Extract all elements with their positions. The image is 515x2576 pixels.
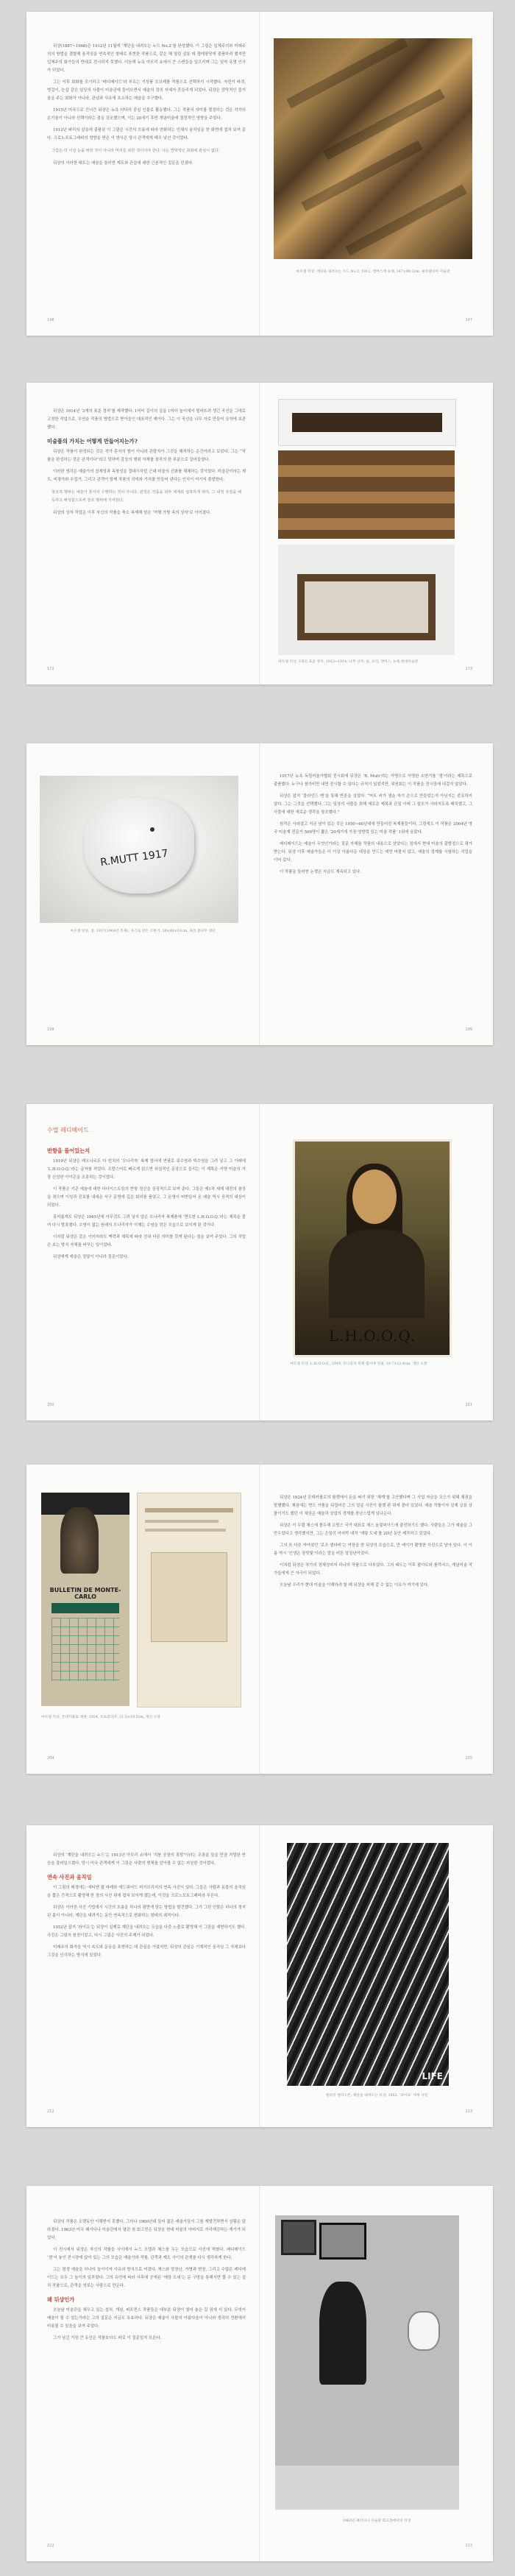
- figure-caption: 마르셀 뒤샹, 몬테카를로 채권, 1924, 포토콜라주, 31.5×19.5cm, 개인 소장: [41, 1716, 160, 1719]
- left-page: [26, 1465, 259, 1774]
- paragraph: 뒤샹은 1914년 ‘3개의 표준 정지’를 제작했다. 1미터 길이의 실을 1미터 높이에서 떨어뜨려 생긴 곡선을 그대로 고정한 작업으로, 우연을 작품의 방법으로 받아들인 대표적인 예이다. 그는 이 곡선을 나무 자로 만들어 상자에 보관했다.: [47, 409, 246, 430]
- text-column: [47, 408, 246, 521]
- left-page: [26, 383, 259, 684]
- paragraph: 이 그림의 배경에는 에티엔 쥘 마레와 에드위어드 머이브리지의 연속 사진이 있다. 그들은 사람과 동물의 움직임을 짧은 간격으로 촬영해 한 장의 사진 위에 겹쳐 보이게 했는데, 이것을 크로노포토그래피라 부른다.: [47, 1886, 246, 1898]
- left-page: [26, 1825, 259, 2127]
- right-page: [260, 383, 493, 684]
- page-number: 146: [47, 318, 54, 322]
- book-spread-4: [26, 1104, 493, 1420]
- book-spread-1: [26, 12, 493, 336]
- page-number: 222: [47, 2544, 54, 2548]
- paragraph: 미래주의 화가들 역시 속도와 운동을 표현하는 데 관심을 가졌지만, 뒤샹의 관심은 기계적인 움직임 그 자체보다 그것을 인식하는 방식에 있었다.: [47, 1945, 246, 1958]
- cover-title: BULLETIN DE MONTE-CARLO: [49, 1587, 121, 1600]
- paragraph: 1952년 잡지 ‘라이프’는 뒤샹이 실제로 계단을 내려오는 모습을 다중 노출로 촬영해 이 그림을 재현하기도 했다. 사진은 그림의 원천이었고, 다시 그림은 사진의 주제가 되었다.: [47, 1925, 246, 1938]
- paragraph: 뒤샹의 이러한 태도는 예술을 둘러싼 제도와 관습에 대한 근본적인 질문을 던졌다.: [53, 161, 193, 166]
- paragraph: 이 작품을 둘러싼 논쟁은 지금도 계속되고 있다.: [280, 870, 361, 874]
- page-number: 213: [465, 2109, 472, 2114]
- paragraph: 이러한 생각은 예술가의 천재성과 독창성을 절대시하던 근대 미술의 신화를 해체하는 것이었다. 미술관이라는 제도, 비평가와 수집가, 그리고 관객이 함께 작품의 의미와 가치를 만들어 낸다는 인식이 여기서 출발한다.: [47, 470, 246, 482]
- paragraph: 오늘날 미술관을 채우고 있는 설치, 개념, 퍼포먼스 작품들은 대부분 뒤샹이 열어 놓은 길 위에 서 있다. 무엇이 예술이 될 수 있는가라는 그의 질문은 지금도 유효하다. 뒤샹은 예술이 사물의 아름다움이 아니라 생각의 전환에서 비롯될 수 있음을 보여 주었다.: [47, 2308, 246, 2329]
- paragraph: 레디메이드는 예술이 무엇인가라는 질문 자체를 작품의 내용으로 삼았다는 점에서 현대 미술의 출발점으로 평가받는다. 뒤샹 이후 예술가들은 더 이상 아름다운 대상을 만드는 데만 머물지 않고, 예술의 경계를 시험하는 작업을 이어 갔다.: [274, 842, 472, 863]
- paragraph: 1919년 뒤샹은 레오나르도 다 빈치의 ‘모나리자’ 복제 엽서에 연필로 콧수염과 턱수염을 그려 넣고 그 아래에 ‘L.H.O.O.Q.’라는 글자를 적었다. 프랑스어로 빠르게 읽으면 외설적인 문장으로 들리는 이 제목은 서양 미술의 가장 신성한 아이콘을 조롱하는 것이었다.: [47, 1159, 246, 1180]
- section-subhead: 반항을 품어있는지: [47, 1147, 90, 1154]
- quote: 그림은 더 이상 눈을 위한 것이 아니라 머리를 위한 것이어야 한다. 나는 망막적인 회화에 관심이 없다.: [52, 149, 220, 153]
- left-page: [26, 2186, 259, 2561]
- paragraph: 뒤샹은 작품이 완성되는 것은 작가 혼자의 힘이 아니라 관람자가 그것을 해석하는 순간이라고 보았다. 그는 “작품을 완성하는 것은 관객이다”라고 말하며 감상의 행위 자체를 창작의 한 부분으로 끌어들였다.: [47, 450, 246, 462]
- section-label: 수업 레디메이드: [47, 1127, 89, 1133]
- paragraph: 뒤샹의 ‘계단을 내려오는 누드’는 1913년 아모리 쇼에서 ‘지붕 공장의 폭발’이라는 조롱을 들을 만큼 격렬한 반응을 불러일으켰다. 당시 미국 관객에게 이 그림은 사람의 형체를 알아볼 수 없는 괴상한 것이었다.: [47, 1853, 246, 1866]
- left-page: [26, 1104, 259, 1420]
- right-page: [260, 12, 493, 336]
- page-number: 201: [465, 1403, 472, 1407]
- paragraph: 그가 남긴 가장 큰 유산은 작품보다도 바로 이 질문일지 모른다.: [53, 2336, 162, 2340]
- paragraph: 흥미롭게도 뒤샹은 1965년에 아무것도 그려 넣지 않은 모나리자 복제품에 ‘면도한 L.H.O.O.Q.’라는 제목을 붙여 다시 발표했다. 수염이 없는 원래의 모나리자가 이제는 수염을 깎은 모습으로 보이게 된 것이다.: [47, 1215, 246, 1228]
- paragraph: 뒤샹의 상자 작업은 이후 자신의 작품을 축소 복제해 담은 ‘여행 가방 속의 상자’로 이어졌다.: [53, 511, 211, 515]
- artwork-image-case: [278, 545, 455, 655]
- paragraph: 그의 또 다른 자아였던 ‘로즈 셀라비’는 여장을 한 뒤샹의 모습으로, 만 레이가 촬영한 사진으로 남아 있다. 이 이름 역시 ‘인생은 장밋빛’이라는 말을 비튼 말장난이었다.: [274, 1543, 472, 1556]
- paragraph: 이처럼 뒤샹은 작가의 정체성마저 하나의 작품으로 다루었다. 그의 태도는 이후 팝아트와 플럭서스, 개념미술 작가들에게 큰 자극이 되었다.: [274, 1563, 472, 1576]
- page-number: 205: [465, 1756, 472, 1761]
- text-column: [47, 2218, 246, 2346]
- artwork-image-rulers: [278, 450, 455, 539]
- figure-caption: 1963년 패서디나 미술관 회고전에서의 뒤샹: [342, 2519, 411, 2523]
- page-number: 200: [47, 1403, 54, 1407]
- signature-mark: R.MUTT 1917: [99, 847, 169, 869]
- paragraph: 뒤샹은 잡지 ‘블라인드 맨’을 통해 반론을 실었다. “머트 씨가 샘을 자기 손으로 만들었는지 아닌지는 중요하지 않다. 그는 그것을 선택했다. 그는 일상의 사물을 취해 새로운 제목과 관점 아래 그 쓸모가 사라지도록 배치했고, 그 사물에 대한 새로운 생각을 창조했다.”: [274, 794, 472, 815]
- page-number: 199: [465, 1027, 472, 1032]
- document-image: [137, 1493, 241, 1708]
- book-spread-2: [26, 383, 493, 684]
- paragraph: 오늘날 우리가 현대 미술을 이해하려 할 때 뒤샹을 피해 갈 수 없는 이유가 여기에 있다.: [280, 1583, 429, 1588]
- section-subhead: 미술품의 가치는 어떻게 만들어지는가?: [47, 438, 138, 445]
- exhibition-photo: [275, 2215, 459, 2510]
- right-page: [260, 2186, 493, 2561]
- text-column: [274, 1494, 472, 1593]
- paragraph: 이 작품은 기존 예술에 대한 다다이스트들의 반항 정신을 상징적으로 보여 준다. 그들은 제1차 세계 대전의 참상을 겪으며 이성과 진보를 내세운 서구 문명에 깊은 회의를 품었고, 그 문명이 떠받들어 온 예술 역시 공격의 대상이 되었다.: [47, 1187, 246, 1208]
- paragraph: 1912년 파리의 살롱에 출품된 이 그림은 시간의 흐름에 따라 변화하는 인체의 움직임을 한 화면에 겹쳐 보여 준다. 크로노포토그래피의 영향을 받은 이 방식은 당시 관객에게 매우 낯선 것이었다.: [47, 128, 246, 141]
- paragraph: 뒤샹(1887~1968)은 1912년 11월에 ‘계단을 내려오는 누드 No.2’를 완성했다. 이 그림은 입체주의와 미래주의의 방법을 결합해 움직임을 연속적인 형태로 표현한 작품으로, 같은 해 열린 살롱 데 쟁데팡당에 출품하려 했지만 입체주의 화가들의 반대로 전시되지 못했다. 이듬해 뉴욕 아모리 쇼에서 큰 스캔들을 일으키며 그는 일약 유명 인사가 되었다.: [47, 44, 246, 73]
- book-spread-7: [26, 2186, 493, 2561]
- book-spread-6: [26, 1825, 493, 2127]
- text-column: [47, 1126, 246, 1265]
- paragraph: 이 전시에서 뒤샹은 자신의 작품들 사이에서 누드 모델과 체스를 두는 모습으로 사진에 찍혔다. 레디메이드 ‘샘’이 놓인 전시장에 앉아 있는 그의 모습은 예술가와 작품, 관객과 제도 사이의 관계를 다시 생각하게 한다.: [47, 2248, 246, 2260]
- mona-lisa-image: [293, 1139, 452, 1357]
- right-page: [260, 1465, 493, 1774]
- lhooq-text: L.H.O.O.Q.: [328, 1327, 416, 1345]
- figure-caption: 엘리엇 엘리소폰, 계단을 내려오는 뒤샹, 1952, ‘라이프’ 게재 사진: [325, 2094, 428, 2098]
- paragraph: 이처럼 뒤샹은 같은 이미지라도 맥락과 제목에 따라 전혀 다른 의미를 갖게 된다는 점을 보여 주었다. 그의 작업은 보는 방식 자체를 바꾸는 일이었다.: [47, 1235, 246, 1248]
- life-logo: LIFE: [422, 2071, 443, 2081]
- page-number: 212: [47, 2109, 54, 2114]
- chronophotograph-image: [287, 1843, 449, 2086]
- paragraph: 뒤샹은 1924년 몬테카를로의 룰렛에서 돈을 따기 위한 ‘체계’를 고안했다며 그 사업 자금을 모으기 위해 채권을 발행했다. 채권에는 면도 거품을 뒤집어쓴 그의 얼굴 사진이 룰렛 판 위에 붙어 있었다. 예술 작품이자 실제 금융 상품이기도 했던 이 채권은 예술과 상업의 경계를 장난스럽게 넘나든다.: [274, 1496, 472, 1516]
- left-page: [26, 12, 259, 336]
- quote: 창조적 행위는 예술가 혼자서 수행하는 것이 아니다. 관객은 작품을 외부 세계와 접촉하게 하며, 그 내적 자질을 해독하고 해석함으로써 창조 행위에 기여한다.: [52, 490, 241, 503]
- paragraph: 뒤샹은 이 무렵 체스에 몰두해 프랑스 국가 대표로 체스 올림피아드에 출전하기도 했다. 사람들은 그가 예술을 그만두었다고 생각했지만, 그는 은밀히 마지막 대작 ‘에탕 도네’를 20년 동안 제작하고 있었다.: [274, 1524, 472, 1536]
- text-column: [47, 43, 246, 171]
- left-page: [26, 743, 259, 1045]
- page-number: 147: [465, 318, 472, 322]
- paragraph: 뒤샹의 작품은 오랫동안 이해받지 못했다. 그러나 1960년대 들어 젊은 예술가들이 그를 재발견하면서 상황은 달라졌다. 1963년 미국 패서디나 미술관에서 열린 첫 회고전은 뒤샹을 현대 미술의 아버지로 자리매김하는 계기가 되었다.: [47, 2220, 246, 2240]
- section-subhead: 왜 뒤샹인가: [47, 2296, 75, 2303]
- figure-caption: 마르셀 뒤샹, 3개의 표준 정지, 1913~1914, 나무 상자, 실, 유리, 캔버스, 뉴욕 현대미술관: [278, 660, 419, 664]
- page-number: 223: [465, 2544, 472, 2548]
- painting-image: [274, 38, 472, 259]
- artwork-image-box: [278, 399, 456, 446]
- paragraph: 그는 이후 회화를 포기하고 ‘레디메이드’라 부르는 기성품 오브제를 작품으로 선택하기 시작했다. 자전거 바퀴, 병걸이, 눈삽 같은 일상의 사물이 미술관에 들어오면서 예술의 정의 자체가 흔들리게 되었다. 뒤샹은 망막적인 즐거움을 주는 회화가 아니라, 관념과 사유에 호소하는 예술을 추구했다.: [47, 80, 246, 101]
- book-spread-3: [26, 743, 493, 1045]
- magazine-cover-image: [41, 1493, 129, 1706]
- page-number: 198: [47, 1027, 54, 1032]
- paragraph: 1915년 미국으로 건너간 뒤샹은 뉴욕 다다의 중심 인물로 활동했다. 그는 작품의 의미를 결정하는 것은 작가의 손기술이 아니라 선택이라는 점을 강조했으며, 이는 20세기 후반 개념미술에 결정적인 영향을 주었다.: [47, 108, 246, 121]
- book-spread-5: [26, 1465, 493, 1774]
- paragraph: 그는 평생 예술을 하나의 놀이이자 사유의 방식으로 여겼다. 체스와 말장난, 가명과 변장, 그리고 수많은 레디메이드는 모두 그 놀이의 일부였다. 그의 유언에 따라 사후에 공개된 ‘에탕 도네’는 문 구멍을 통해서만 볼 수 있는 설치 작품으로, 관객을 엿보는 사람으로 만든다.: [47, 2268, 246, 2288]
- right-page: [260, 1825, 493, 2127]
- paragraph: 원작은 사라졌고 지금 남아 있는 것은 1950~60년대에 만들어진 복제품들이다. 그럼에도 이 작품은 2004년 영국 미술계 전문가 500명이 뽑은 ‘20세기에 가장 영향력 있는 미술 작품’ 1위에 올랐다.: [274, 822, 472, 835]
- right-page: [260, 1104, 493, 1420]
- fountain-image: [40, 776, 238, 923]
- text-column: [47, 1852, 246, 1964]
- page-number: 204: [47, 1756, 54, 1761]
- figure-caption: 마르셀 뒤샹, L.H.O.O.Q., 1919, 모나리자 복제 엽서에 연필, 19.7×12.4cm, 개인 소장: [290, 1362, 427, 1366]
- section-subhead: 연속 사진과 움직임: [47, 1874, 92, 1880]
- figure-caption: 마르셀 뒤샹, 샘, 1917(1964년 복제), 자기로 만든 소변기, 36×48×61cm, 파리 퐁피두 센터: [70, 930, 216, 933]
- text-column: [274, 773, 472, 880]
- paragraph: 뒤샹은 이러한 사진 기법에서 시간의 흐름을 하나의 평면에 담는 방법을 발견했다. 그가 그린 인물은 하나의 정지된 몸이 아니라, 계단을 내려가는 동안 연속적으로 변화하는 형태의 궤적이다.: [47, 1906, 246, 1918]
- paragraph: 1917년 뉴욕 독립미술가협회 전시회에 뒤샹은 ‘R. Mutt’라는 가명으로 서명한 소변기를 ‘샘’이라는 제목으로 출품했다. 누구나 참가비만 내면 전시할 수 있다는 규칙이 있었지만, 위원회는 이 작품을 전시장에 내걸지 않았다.: [274, 774, 472, 787]
- right-page: [260, 743, 493, 1045]
- page-number: 172: [47, 667, 54, 671]
- page-number: 173: [465, 667, 472, 671]
- paragraph: 뒤샹에게 예술은 정답이 아니라 질문이었다.: [53, 1255, 129, 1259]
- figure-caption: 마르셀 뒤샹, 계단을 내려오는 누드 No.2, 1912, 캔버스에 유채, 147×89.2cm, 필라델피아 미술관: [296, 270, 450, 274]
